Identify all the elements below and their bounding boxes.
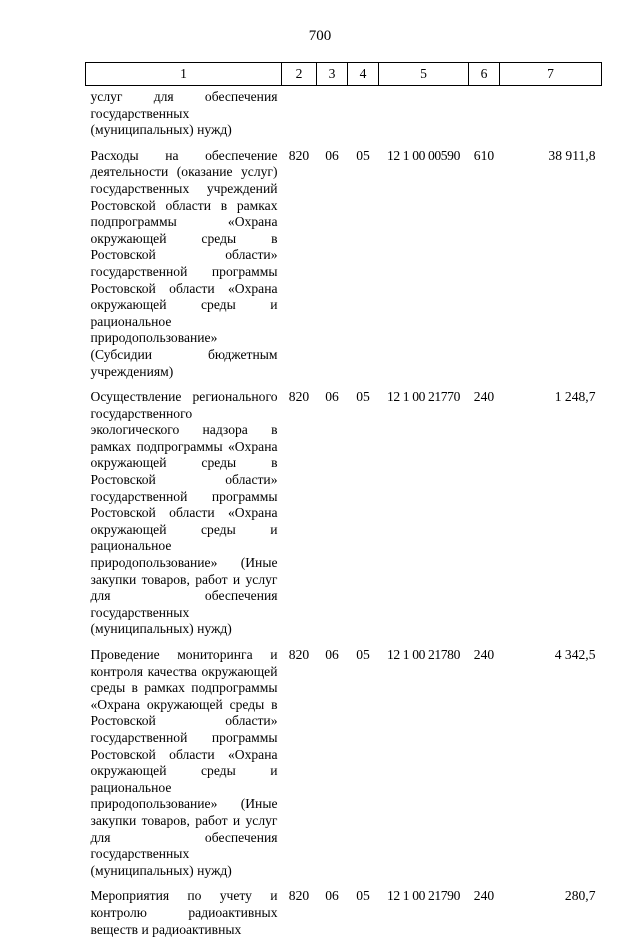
- row-col-6: 240: [473, 888, 495, 904]
- page-number: 700: [308, 28, 332, 44]
- budget-table: [85, 62, 602, 938]
- row-col-3: 06: [325, 647, 339, 662]
- row-col-5: 12 1 00 00590: [387, 147, 460, 163]
- header-col-2: 2: [282, 63, 317, 86]
- row-name: Расходы на обеспечение деятельности (оказание услуг) государственных учреждений Ростовской области в рамках подпрограммы «Охрана окружающей среды в Ростовской области» государственной программы Ростовской области «Охрана окружающей среды и рациональное природопользование» (Субсидии бюджетным учреждениям): [90, 147, 278, 379]
- row-col-4: 05: [356, 647, 370, 662]
- row-col-4: 05: [356, 147, 370, 163]
- table-row: [86, 638, 602, 879]
- row-col-4: [348, 86, 379, 139]
- row-name: Проведение мониторинга и контроля качества окружающей среды в рамках подпрограммы «Охрана окружающей среды в Ростовской области» государственной программы Ростовской области «Охрана окружающей среды и рациональное природопользование» (Иные закупки товаров, работ и услуг для обеспечения государственных (муниципальных) нужд): [90, 647, 278, 878]
- table-row: [86, 879, 602, 938]
- row-col-2: 820: [288, 389, 310, 405]
- header-col-1: 1: [86, 63, 282, 86]
- header-col-6: 6: [469, 63, 500, 86]
- row-col-2: 820: [288, 147, 310, 163]
- row-col-2: [282, 86, 317, 139]
- row-col-2: 820: [288, 647, 310, 662]
- row-col-5: 12 1 00 21780: [387, 647, 460, 662]
- row-col-4: 05: [356, 888, 370, 904]
- table-header-row: [86, 63, 602, 86]
- table-row: [86, 380, 602, 638]
- row-col-6: 610: [473, 147, 495, 163]
- row-col-6: [469, 86, 500, 139]
- row-col-3: 06: [325, 389, 339, 405]
- header-col-4: 4: [348, 63, 379, 86]
- table-row: [86, 139, 602, 380]
- row-col-5: 12 1 00 21790: [387, 888, 460, 904]
- row-col-7: 280,7: [564, 888, 596, 904]
- row-col-6: 240: [473, 647, 495, 662]
- row-name: Мероприятия по учету и контролю радиоактивных веществ и радиоактивных: [90, 888, 278, 937]
- row-col-3: [317, 86, 348, 139]
- row-name: Осуществление регионального государственного экологического надзора в рамках подпрограммы «Охрана окружающей среды в Ростовской области» государственной программы Ростовской области «Охрана окружающей среды и рациональное природопользование» (Иные закупки товаров, работ и услуг для обеспечения государственных (муниципальных) нужд): [90, 389, 278, 637]
- header-col-3: 3: [317, 63, 348, 86]
- row-col-7: 38 911,8: [548, 147, 596, 163]
- table-row: [86, 86, 602, 139]
- header-col-7: 7: [500, 63, 602, 86]
- row-name: услуг для обеспечения государственных (муниципальных) нужд): [90, 89, 278, 138]
- row-col-7: [500, 86, 602, 139]
- row-col-5: [379, 86, 469, 139]
- row-col-4: 05: [356, 389, 370, 405]
- row-col-2: 820: [288, 888, 310, 904]
- row-col-7: 1 248,7: [554, 389, 596, 405]
- row-col-6: 240: [473, 389, 495, 405]
- row-col-7: 4 342,5: [554, 647, 596, 662]
- row-col-3: 06: [325, 147, 339, 163]
- row-col-5: 12 1 00 21770: [387, 389, 460, 405]
- row-col-3: 06: [325, 888, 339, 904]
- header-col-5: 5: [379, 63, 469, 86]
